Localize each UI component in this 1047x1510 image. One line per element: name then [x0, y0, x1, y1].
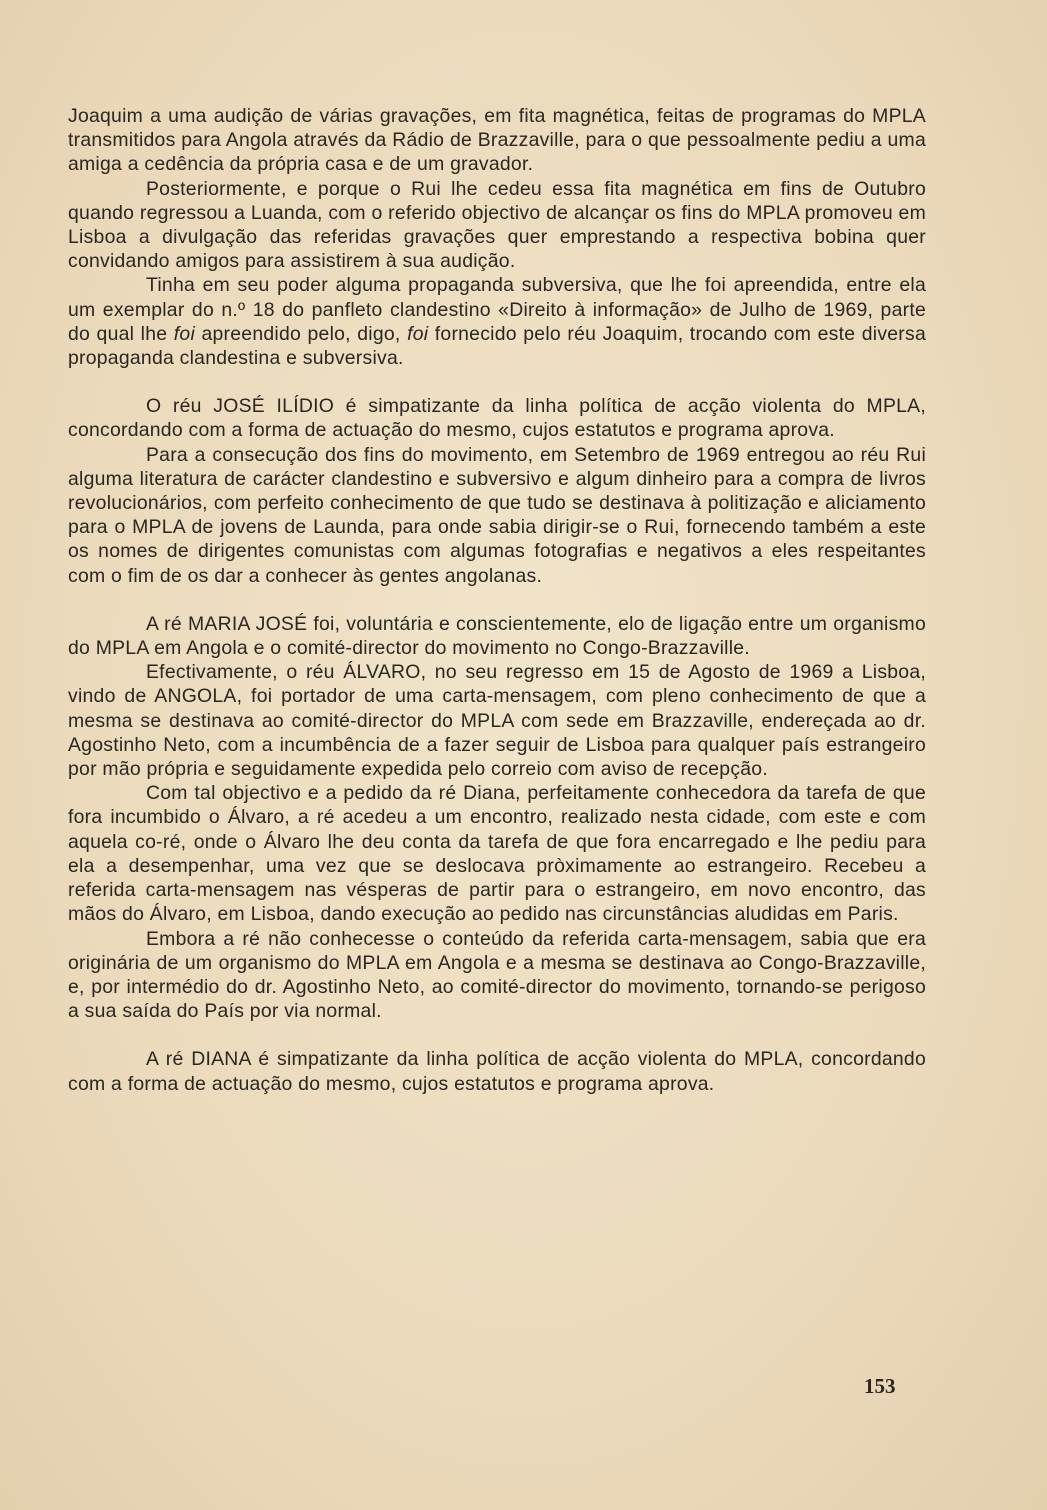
paragraph-3-italic-1: foi — [173, 322, 196, 345]
paragraph-4: O réu JOSÉ ILÍDIO é simpatizante da linha política de acção violenta do MPLA, concordando com a forma de actuação do mesmo, cujos estatutos e programa aprova. — [68, 395, 926, 442]
paragraph-3-text-middle: apreendido pelo, digo, — [195, 322, 408, 345]
paragraph-3 — [68, 273, 926, 370]
paragraph-5: Para a consecução dos fins do movimento, em Setembro de 1969 entregou ao réu Rui alguma literatura de carácter clandestino e subversivo e algum dinheiro para a compra de livros revolucionários, com perfeito conhecimento de que tudo se destinava à politização e aliciamento para o MPLA de jovens de Launda, para onde sabia dirigir-se o Rui, fornecendo também a este os nomes de dirigentes comunistas com algumas fotografias e negativos a eles respeitantes com o fim de os dar a conhecer às gentes angolanas. — [68, 443, 926, 587]
paragraph-1: Joaquim a uma audição de várias gravações, em fita magnética, feitas de programas do MPLA transmitidos para Angola através da Rádio de Brazzaville, para o que pessoalmente pediu a uma amiga a cedência da própria casa e de um gravador. — [68, 105, 926, 176]
page-number: 153 — [864, 1374, 896, 1398]
paragraph-3-text-after: fornecido pelo réu Joaquim, trocando com este diversa propaganda clandestina e subversiva. — [68, 322, 926, 370]
paragraph-9: Embora a ré não conhecesse o conteúdo da referida carta-mensagem, sabia que era originária de um organismo do MPLA em Angola e a mesma se destinava ao Congo-Brazzaville, e, por intermédio do dr. Agostinho Neto, ao comité-director do movimento, tornando-se perigoso a sua saída do País por via normal. — [68, 927, 926, 1023]
paragraph-3-italic-2: foi — [407, 322, 429, 345]
paragraph-2: Posteriormente, e porque o Rui lhe cedeu essa fita magnética em fins de Outubro quando regressou a Luanda, com o referido objectivo de alcançar os fins do MPLA promoveu em Lisboa a divulgação das referidas gravações quer emprestando a respectiva bobina quer convidando amigos para assistirem à sua audição. — [68, 177, 926, 273]
paragraph-3-text-before: Tinha em seu poder alguma propaganda subversiva, que lhe foi apreendida, entre ela um exemplar do n.º 18 do panfleto clandestino «Direito à informação» de Julho de 1969, parte do qual lhe — [68, 274, 926, 345]
paragraph-10: A ré DIANA é simpatizante da linha política de acção violenta do MPLA, concordando com a forma de actuação do mesmo, cujos estatutos e programa aprova. — [68, 1048, 926, 1095]
paragraph-7: Efectivamente, o réu ÁLVARO, no seu regresso em 15 de Agosto de 1969 a Lisboa, vindo de ANGOLA, foi portador de uma carta-mensagem, com pleno conhecimento de que a mesma se destinava ao comité-director do MPLA com sede em Brazzaville, endereçada ao dr. Agostinho Neto, com a incumbência de a fazer seguir de Lisboa para qualquer país estrangeiro por mão própria e seguidamente expedida pelo correio com aviso de recepção. — [68, 661, 926, 781]
paragraph-8: Com tal objectivo e a pedido da ré Diana, perfeitamente conhecedora da tarefa de que fora incumbido o Álvaro, a ré acedeu a um encontro, realizado nesta cidade, com este e com aquela co-ré, onde o Álvaro lhe deu conta da tarefa de que fora encarregado e lhe pediu para ela a desempenhar, uma vez que se deslocava pròximamente ao estrangeiro. Recebeu a referida carta-mensagem nas vésperas de partir para o estrangeiro, em novo encontro, das mãos do Álvaro, em Lisboa, dando execução ao pedido nas circunstâncias aludidas em Paris. — [68, 782, 926, 926]
body-text — [68, 104, 926, 1096]
paragraph-6: A ré MARIA JOSÉ foi, voluntária e conscientemente, elo de ligação entre um organismo do MPLA em Angola e o comité-director do movimento no Congo-Brazzaville. — [68, 612, 926, 660]
